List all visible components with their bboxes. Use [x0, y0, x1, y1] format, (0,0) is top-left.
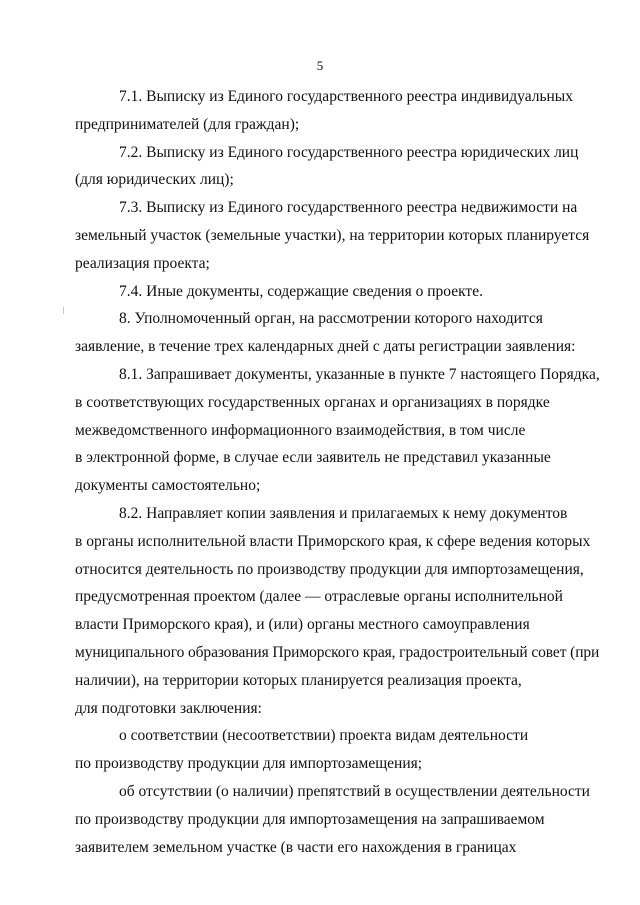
text-line: в органы исполнительной власти Приморского края, к сфере ведения которых — [75, 532, 591, 550]
text-line: 8. Уполномоченный орган, на рассмотрении которого находится — [119, 310, 543, 328]
text-line: 7.2. Выписку из Единого государственного реестра юридических лиц — [119, 143, 579, 161]
text-line: о соответствии (несоответствии) проекта видам деятельности — [119, 727, 529, 745]
text-line: межведомственного информационного взаимодействия, в том числе — [75, 421, 526, 439]
text-line: 7.4. Иные документы, содержащие сведения о проекте. — [119, 282, 483, 300]
scan-mark — [63, 307, 64, 314]
text-line: 7.3. Выписку из Единого государственного реестра недвижимости на — [119, 199, 578, 217]
document-body — [75, 83, 602, 861]
text-line: власти Приморского края), и (или) органы местного самоуправления — [75, 616, 530, 634]
text-line: предпринимателей (для граждан); — [75, 115, 300, 133]
text-line: в электронной форме, в случае если заявитель не представил указанные — [75, 449, 551, 467]
text-line: 8.1. Запрашивает документы, указанные в пункте 7 настоящего Порядка, — [119, 365, 600, 383]
text-line: наличии), на территории которых планируется реализация проекта, — [75, 671, 522, 689]
page-number: 5 — [316, 58, 324, 73]
text-line: 7.1. Выписку из Единого государственного реестра индивидуальных — [119, 88, 573, 105]
text-line: земельный участок (земельные участки), на территории которых планируется — [75, 226, 590, 244]
text-line: документы самостоятельно; — [75, 477, 261, 495]
text-line: для подготовки заключения: — [75, 699, 262, 717]
text-line: муниципального образования Приморского края, градостроительный совет (при — [75, 643, 600, 661]
text-line: заявление, в течение трех календарных дней с даты регистрации заявления: — [75, 338, 576, 356]
text-line: 8.2. Направляет копии заявления и прилагаемых к нему документов — [119, 504, 568, 522]
text-line: реализация проекта; — [75, 254, 210, 272]
text-line: предусмотренная проектом (далее — отраслевые органы исполнительной — [75, 588, 563, 606]
text-line: заявителем земельном участке (в части его нахождения в границах — [75, 838, 517, 856]
text-line: относится деятельность по производству продукции для импортозамещения, — [75, 560, 584, 578]
text-line: (для юридических лиц); — [75, 171, 234, 189]
text-line: об отсутствии (о наличии) препятствий в осуществлении деятельности — [119, 782, 590, 800]
text-line: по производству продукции для импортозамещения; — [75, 755, 423, 773]
text-line: по производству продукции для импортозамещения на запрашиваемом — [75, 810, 545, 828]
text-line: в соответствующих государственных органах и организациях в порядке — [75, 393, 550, 411]
